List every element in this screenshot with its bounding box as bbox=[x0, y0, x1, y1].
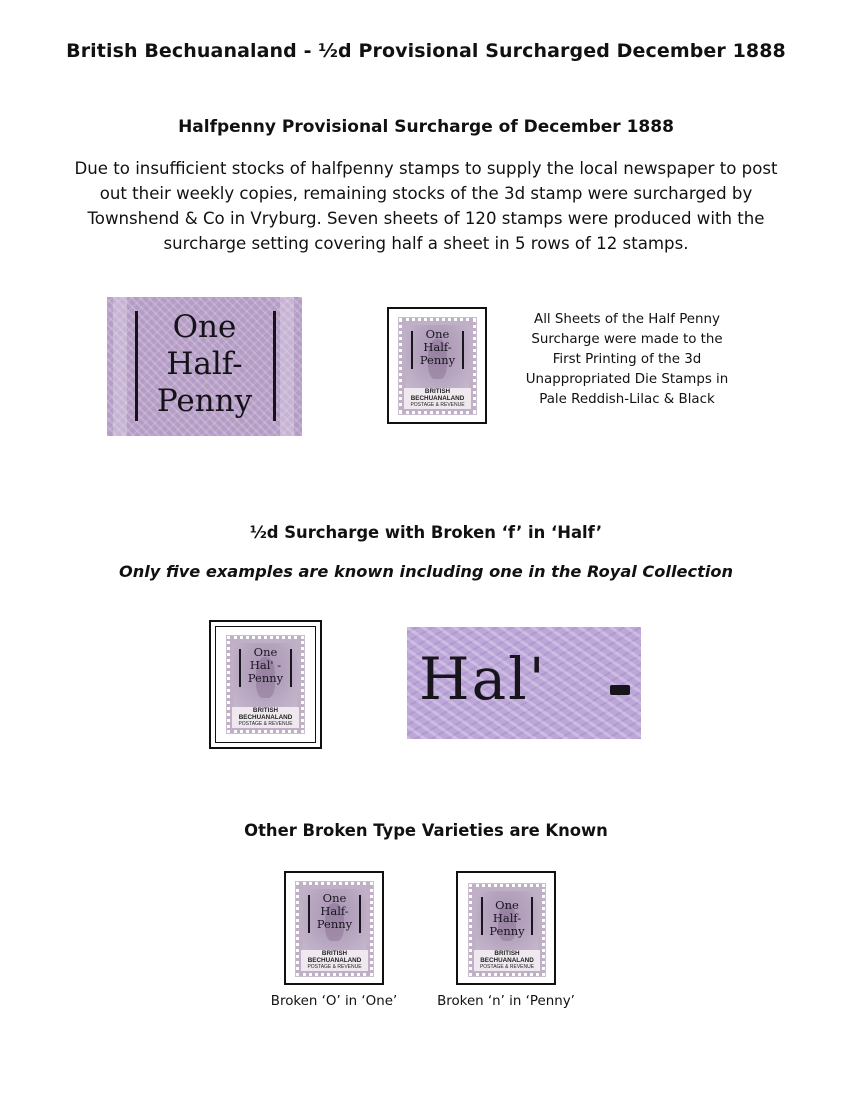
surcharge-line: Penny bbox=[316, 917, 353, 931]
inscription-line: BECHUANALAND bbox=[307, 956, 362, 964]
inscription-line: BRITISH bbox=[252, 707, 279, 714]
surcharge-line: One bbox=[495, 898, 519, 912]
surcharge-line: Half- bbox=[423, 340, 452, 354]
intro-paragraph bbox=[70, 156, 782, 256]
stamp-inscription bbox=[474, 950, 540, 971]
inscription-line: BECHUANALAND bbox=[410, 394, 465, 402]
inscription-line: BRITISH bbox=[494, 950, 520, 957]
surcharge-line: Hal' - bbox=[249, 658, 282, 672]
stamp-image bbox=[469, 884, 545, 976]
rarity-note: Only five examples are known including one in the Royal Collection bbox=[118, 562, 734, 581]
section-heading-halfpenny: Halfpenny Provisional Surcharge of December 1888 bbox=[178, 117, 674, 137]
stamp-image bbox=[399, 318, 476, 414]
broken-f-enlargement-image bbox=[407, 627, 641, 739]
note-line: Surcharge were made to the bbox=[531, 332, 723, 347]
surcharge-line: Half- bbox=[166, 346, 243, 382]
stamp-design bbox=[234, 643, 297, 708]
section-heading-other-varieties: Other Broken Type Varieties are Known bbox=[244, 821, 608, 840]
surcharge-hyphen bbox=[610, 685, 630, 695]
surcharge-text bbox=[299, 892, 370, 931]
surcharge-enlargement-image bbox=[107, 297, 302, 436]
stamp-mount bbox=[456, 871, 556, 985]
surcharge-text bbox=[402, 328, 473, 367]
surcharge-bar bbox=[290, 649, 292, 687]
surcharge-line: One bbox=[253, 645, 278, 659]
inscription-line: POSTAGE & REVENUE bbox=[307, 964, 362, 971]
stamp-image bbox=[296, 882, 373, 976]
intro-line: Townshend & Co in Vryburg. Seven sheets of 120 stamps were produced with the bbox=[87, 209, 765, 228]
note-line: Pale Reddish-Lilac & Black bbox=[539, 392, 715, 407]
stamp-mount bbox=[284, 871, 384, 985]
surcharge-line: Penny bbox=[156, 383, 253, 419]
inscription-line: BRITISH bbox=[424, 388, 451, 395]
intro-line: surcharge setting covering half a sheet in 5 rows of 12 stamps. bbox=[163, 234, 689, 253]
surcharge-line: Penny bbox=[247, 671, 284, 685]
surcharge-line: One bbox=[172, 309, 237, 345]
surcharge-line: One bbox=[322, 891, 347, 905]
section-heading-broken-f: ½d Surcharge with Broken ‘f’ in ‘Half’ bbox=[249, 523, 603, 542]
stamp-inscription bbox=[301, 950, 368, 971]
inscription-line: BECHUANALAND bbox=[238, 713, 293, 721]
surcharge-line: Penny bbox=[419, 353, 456, 367]
stamp-caption: Broken ‘n’ in ‘Penny’ bbox=[437, 994, 575, 1009]
inscription-line: POSTAGE & REVENUE bbox=[238, 721, 293, 728]
note-line: First Printing of the 3d bbox=[552, 352, 702, 367]
surcharge-line: Half- bbox=[492, 911, 522, 925]
stamp-mount bbox=[387, 307, 487, 424]
surcharge-text bbox=[107, 309, 302, 420]
intro-line: Due to insufficient stocks of halfpenny stamps to supply the local newspaper to post bbox=[74, 159, 778, 178]
surcharge-text bbox=[472, 899, 542, 938]
stamp-image bbox=[227, 636, 304, 733]
note-line: Unappropriated Die Stamps in bbox=[525, 372, 729, 387]
stamp-inscription bbox=[404, 388, 471, 409]
page-title: British Bechuanaland - ½d Provisional Surcharged December 1888 bbox=[66, 40, 786, 62]
inscription-line: BECHUANALAND bbox=[480, 956, 534, 964]
note-line: All Sheets of the Half Penny bbox=[534, 312, 720, 327]
surcharge-line: Half- bbox=[320, 904, 349, 918]
stamp-inscription bbox=[232, 707, 299, 728]
surcharge-text bbox=[230, 646, 301, 685]
surcharge-line: Penny bbox=[489, 924, 525, 938]
enlarged-surcharge-text: Hal' bbox=[419, 645, 547, 713]
inscription-line: POSTAGE & REVENUE bbox=[410, 402, 465, 409]
inscription-line: BRITISH bbox=[321, 950, 348, 957]
inscription-line: POSTAGE & REVENUE bbox=[479, 964, 535, 971]
surcharge-line: One bbox=[425, 327, 450, 341]
printing-note bbox=[505, 310, 749, 410]
stamp-mount bbox=[209, 620, 322, 749]
intro-line: out their weekly copies, remaining stocks of the 3d stamp were surcharged by bbox=[99, 184, 753, 203]
surcharge-bar bbox=[239, 649, 241, 687]
stamp-caption: Broken ‘O’ in ‘One’ bbox=[270, 994, 398, 1009]
